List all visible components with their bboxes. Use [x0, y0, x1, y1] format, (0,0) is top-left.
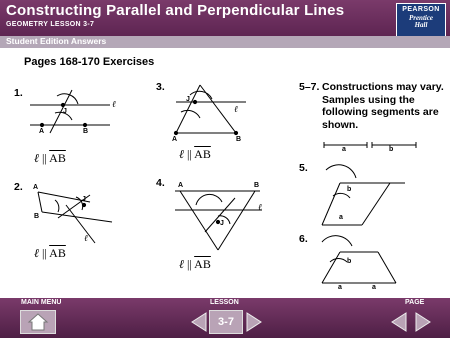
figure-4	[175, 191, 262, 250]
label-J-1: J	[63, 108, 67, 115]
label-a-segment: a	[342, 146, 346, 153]
label-B-3: B	[236, 136, 242, 143]
lesson-next-button[interactable]	[245, 312, 263, 332]
parallel-note-4: ℓ || $\overline{AB}$	[179, 257, 211, 271]
item-number-1: 1.	[14, 87, 23, 99]
label-B-2: B	[34, 213, 40, 220]
label-A-1: A	[39, 128, 45, 135]
label-B-1: B	[83, 128, 89, 135]
arrow-right-icon	[414, 312, 432, 332]
label-l-2: ℓ	[84, 233, 88, 243]
main-menu-label: MAIN MENU	[21, 299, 62, 306]
item-number-4: 4.	[156, 177, 165, 189]
label-a-5: a	[339, 214, 343, 221]
page-title: Constructing Parallel and Perpendicular Lines	[6, 2, 345, 19]
parallel-note-1: ℓ || $\overline{AB}$	[34, 151, 66, 165]
page-prev-button[interactable]	[390, 312, 408, 332]
segments-a-b	[324, 142, 416, 148]
page-label: PAGE	[405, 299, 425, 306]
label-J-3: J	[186, 96, 190, 103]
label-A-2: A	[33, 184, 39, 191]
lesson-label: LESSON	[210, 299, 239, 306]
footer-bar	[0, 298, 450, 338]
label-J-2: J	[82, 196, 86, 203]
section-title: Student Edition Answers	[6, 36, 107, 46]
main-menu-button[interactable]	[20, 310, 56, 334]
item-number-2: 2.	[14, 181, 23, 193]
label-l-4: ℓ	[258, 202, 262, 212]
lesson-number: 3-7	[218, 316, 234, 328]
item-number-5: 5.	[299, 162, 308, 174]
figure-6	[322, 236, 396, 283]
publisher-logo: PEARSON Prentice Hall	[396, 3, 446, 38]
arrow-right-icon	[245, 312, 263, 332]
lesson-subtitle: GEOMETRY LESSON 3-7	[6, 21, 95, 28]
label-a-6a: a	[338, 284, 342, 291]
figure-5	[322, 165, 405, 225]
lesson-number-button[interactable]	[209, 310, 243, 334]
label-A-3: A	[172, 136, 178, 143]
label-B-4: B	[254, 182, 260, 189]
figure-2	[38, 192, 112, 243]
item-number-3: 3.	[156, 81, 165, 93]
label-A-4: A	[178, 182, 184, 189]
label-a-6b: a	[372, 284, 376, 291]
item-number-5-7: 5–7.	[299, 81, 320, 93]
label-J-4: J	[220, 220, 224, 227]
constructions-note: Constructions may vary. Samples using the following segments are shown.	[322, 81, 444, 131]
lesson-prev-button[interactable]	[190, 312, 208, 332]
arrow-left-icon	[390, 312, 408, 332]
label-l-1: ℓ	[112, 99, 116, 109]
label-l-3: ℓ	[234, 104, 238, 114]
label-b-segment: b	[389, 146, 394, 153]
parallel-note-2: ℓ || $\overline{AB}$	[34, 246, 66, 260]
item-number-6: 6.	[299, 233, 308, 245]
figure-1	[30, 90, 110, 133]
pages-heading: Pages 168-170 Exercises	[24, 56, 155, 68]
page-next-button[interactable]	[414, 312, 432, 332]
home-icon	[21, 311, 55, 333]
label-b-6: b	[347, 258, 352, 265]
label-b-5: b	[347, 186, 352, 193]
arrow-left-icon	[190, 312, 208, 332]
parallel-note-3: ℓ || $\overline{AB}$	[179, 147, 211, 161]
